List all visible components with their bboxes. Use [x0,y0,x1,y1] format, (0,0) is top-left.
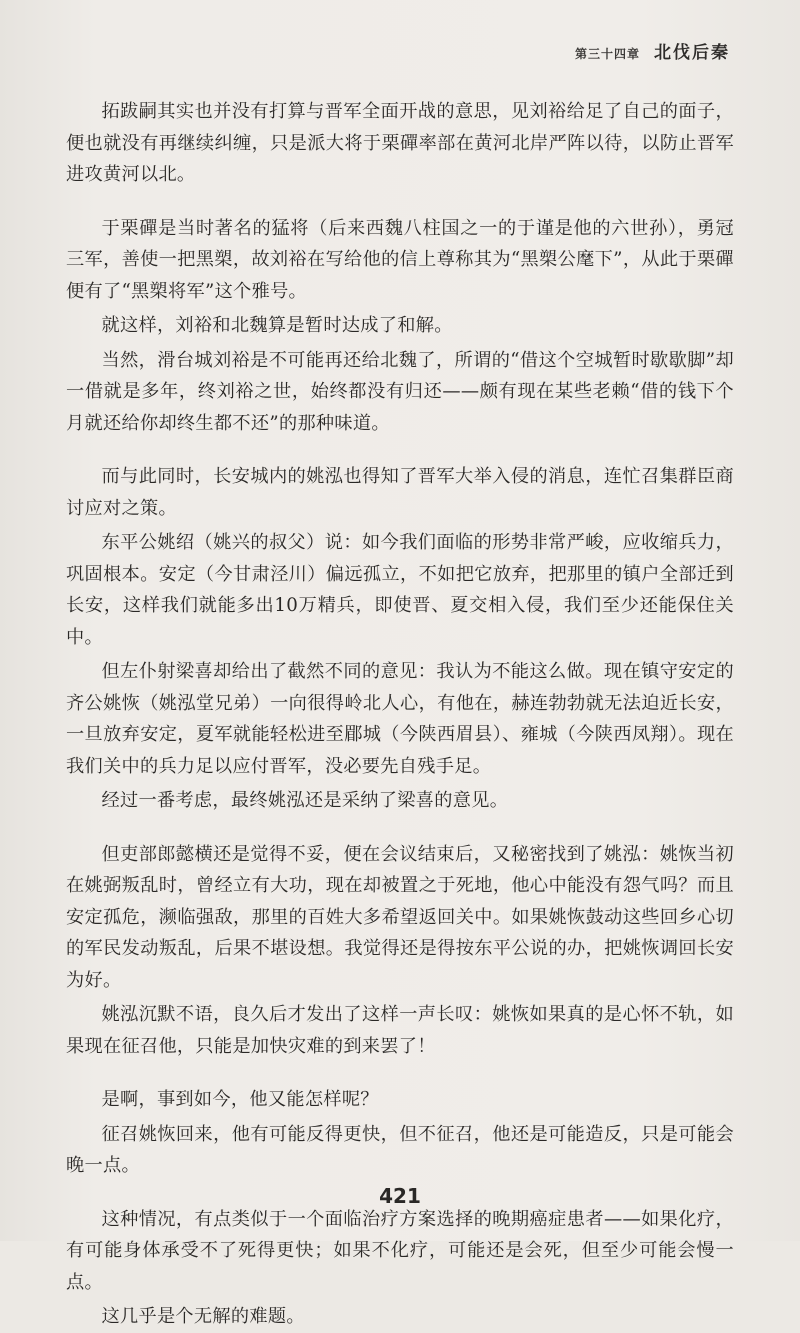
paragraph: 但左仆射梁喜却给出了截然不同的意见：我认为不能这么做。现在镇守安定的齐公姚恢（姚泓堂兄弟）一向很得岭北人心，有他在，赫连勃勃就无法迫近长安，一旦放弃安定，夏军就能轻松进至郿城（今陕西眉县）、雍城（今陕西凤翔）。现在我们关中的兵力足以应付晋军，没必要先自残手足。 [66,661,734,777]
paragraph: 姚泓沉默不语，良久后才发出了这样一声长叹：姚恢如果真的是心怀不轨，如果现在征召他，只能是加快灾难的到来罢了！ [66,1004,734,1057]
body-text [66,96,734,1333]
chapter-title: 北伐后秦 [654,43,730,63]
paragraph: 于栗磾是当时著名的猛将（后来西魏八柱国之一的于谨是他的六世孙），勇冠三军，善使一把黑槊，故刘裕在写给他的信上尊称其为“黑槊公麾下”，从此于栗磾便有了“黑槊将军”这个雅号。 [66,217,734,302]
paragraph: 但吏部郎懿横还是觉得不妥，便在会议结束后，又秘密找到了姚泓：姚恢当初在姚弼叛乱时，曾经立有大功，现在却被置之于死地，他心中能没有怨气吗？而且安定孤危，濒临强敌，那里的百姓大多希望返回关中。如果姚恢鼓动这些回乡心切的军民发动叛乱，后果不堪设想。我觉得还是得按东平公说的办，把姚恢调回长安为好。 [66,843,734,991]
paragraph: 这种情况，有点类似于一个面临治疗方案选择的晚期癌症患者——如果化疗，有可能身体承受不了死得更快；如果不化疗，可能还是会死，但至少可能会慢一点。 [66,1208,734,1293]
running-header [575,38,730,63]
paragraph: 征召姚恢回来，他有可能反得更快，但不征召，他还是可能造反，只是可能会晚一点。 [66,1123,734,1176]
chapter-number: 第三十四章 [574,47,640,61]
paragraph: 东平公姚绍（姚兴的叔父）说：如今我们面临的形势非常严峻，应收缩兵力，巩固根本。安定（今甘肃泾川）偏远孤立，不如把它放弃，把那里的镇户全部迁到长安，这样我们就能多出10万精兵，即使晋、夏交相入侵，我们至少还能保住关中。 [66,532,734,648]
paragraph: 这几乎是个无解的难题。 [101,1306,305,1327]
paragraph: 是啊，事到如今，他又能怎样呢？ [101,1089,379,1110]
paragraph: 经过一番考虑，最终姚泓还是采纳了梁喜的意见。 [101,790,509,811]
paragraph: 就这样，刘裕和北魏算是暂时达成了和解。 [101,315,453,336]
paragraph: 拓跋嗣其实也并没有打算与晋军全面开战的意思，见刘裕给足了自己的面子，便也就没有再继续纠缠，只是派大将于栗磾率部在黄河北岸严阵以待，以防止晋军进攻黄河以北。 [66,101,734,185]
paragraph: 而与此同时，长安城内的姚泓也得知了晋军大举入侵的消息，连忙召集群臣商讨应对之策。 [66,466,734,519]
paragraph: 当然，滑台城刘裕是不可能再还给北魏了，所谓的“借这个空城暂时歇歇脚”却一借就是多年，终刘裕之世，始终都没有归还——颇有现在某些老赖“借的钱下个月就还给你却终生都不还”的那种味道。 [66,349,734,434]
page-number: 421 [379,1184,421,1208]
